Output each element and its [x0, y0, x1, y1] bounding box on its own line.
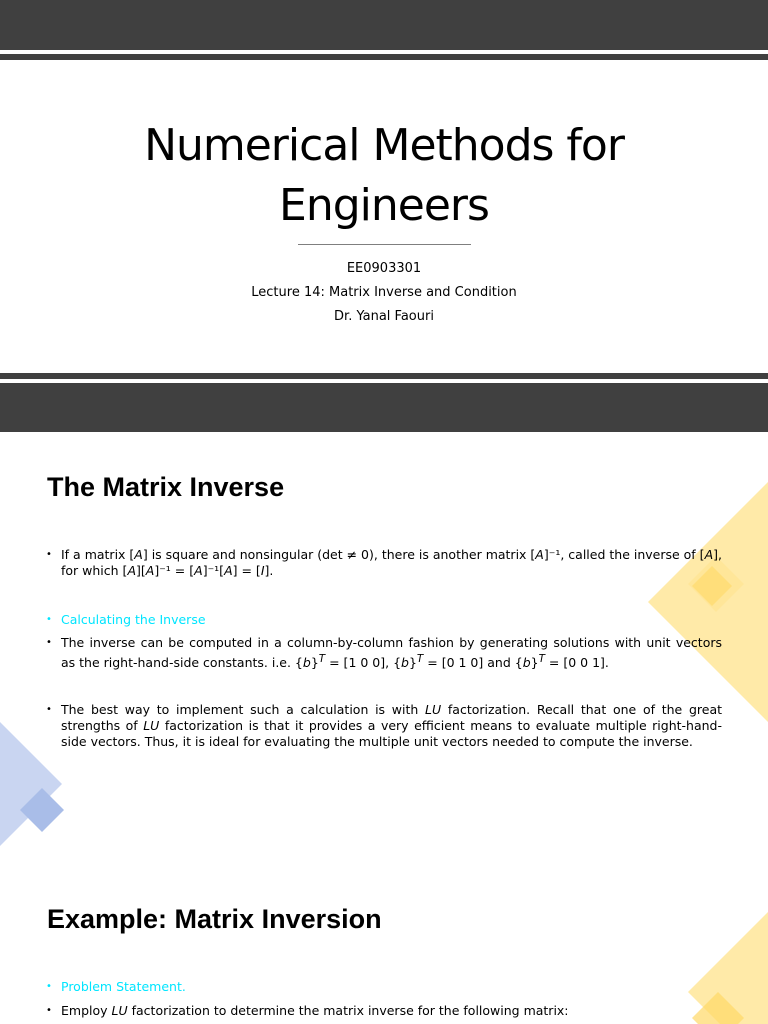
bottom-dark-band	[0, 383, 768, 432]
bullet-dot: •	[46, 614, 52, 625]
lecture-title: Lecture 14: Matrix Inverse and Condition	[251, 285, 517, 300]
subheading-text: Problem Statement.	[61, 979, 186, 994]
title-slide	[0, 0, 768, 432]
instructor-name: Dr. Yanal Faouri	[334, 309, 434, 324]
slide-title	[0, 116, 768, 236]
course-code: EE0903301	[346, 261, 422, 276]
bullet-lu-factorization	[46, 702, 722, 750]
bullet-dot: •	[46, 1005, 52, 1016]
subheading-calculating-inverse	[46, 612, 722, 628]
bottom-rule	[0, 373, 768, 379]
bullet-dot: •	[46, 637, 52, 648]
example-slide	[0, 862, 768, 1024]
top-rule	[0, 54, 768, 60]
title-divider	[298, 244, 471, 245]
matrix-inverse-slide	[0, 432, 768, 862]
bullet-dot: •	[46, 981, 52, 992]
slide-heading: Example: Matrix Inversion	[47, 904, 382, 934]
bullet-text: If a matrix [A] is square and nonsingular (det ≠ 0), there is another matrix [A]⁻¹, called the inverse of [A], for which [A][A]⁻¹ = [A]⁻¹[A] = [I].	[61, 547, 722, 578]
bullet-employ-lu	[46, 1003, 722, 1019]
title-line-1: Numerical Methods for	[144, 120, 624, 171]
subheading-problem-statement	[46, 979, 722, 995]
decorative-diamonds	[0, 862, 768, 1024]
bullet-definition	[46, 547, 722, 579]
top-dark-band	[0, 0, 768, 50]
bullet-text: Employ LU factorization to determine the matrix inverse for the following matrix:	[61, 1003, 569, 1018]
bullet-text: The inverse can be computed in a column-by-column fashion by generating solutions with unit vectors as the right-hand-side constants. i.e. $\{b\}^T = [1$ 0 0], $\{b\}^T = [0$ 1 0] and $\{b\}^T = [0$ 0 1].	[61, 635, 722, 671]
bullet-text: The best way to implement such a calculation is with LU factorization. Recall that one of the great strengths of LU factorization is that it provides a very efficient means to evaluate multiple right-hand-side vectors. Thus, it is ideal for evaluating the multiple unit vectors needed to compute the inverse.	[61, 702, 722, 749]
subheading-text: Calculating the Inverse	[61, 612, 206, 627]
slide-heading: The Matrix Inverse	[47, 472, 285, 502]
title-line-2: Engineers	[279, 180, 489, 231]
bullet-dot: •	[46, 549, 52, 560]
bullet-column-by-column	[46, 635, 722, 671]
bullet-dot: •	[46, 704, 52, 715]
